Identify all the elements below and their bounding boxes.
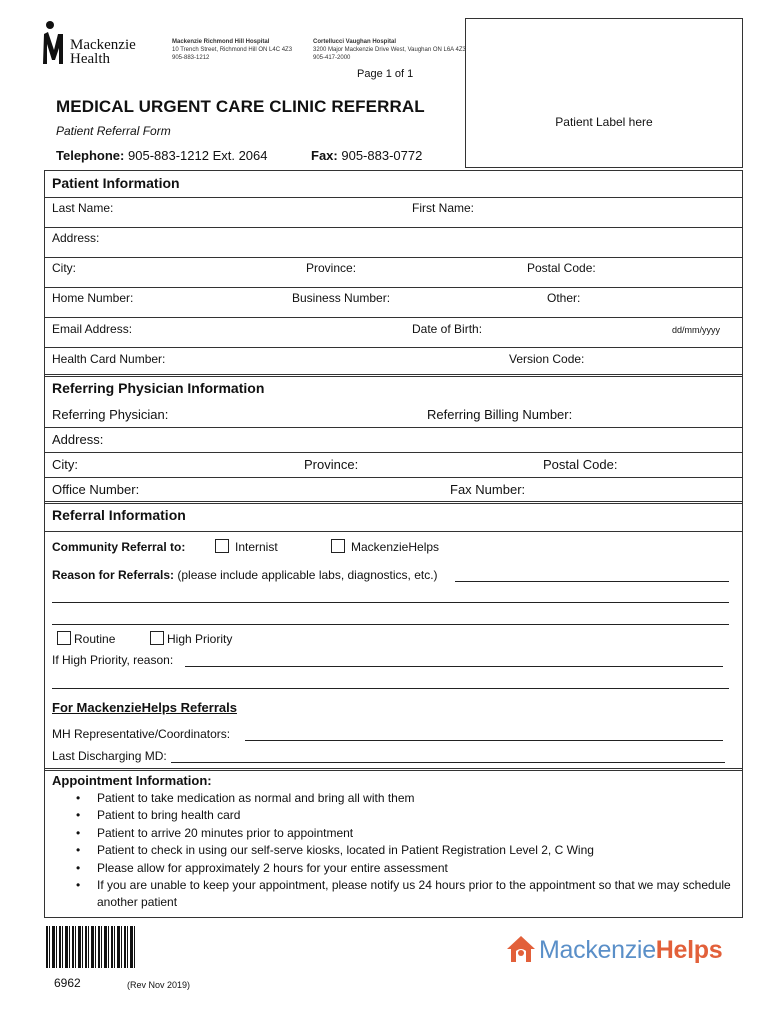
internist-checkbox-option[interactable]: Internist	[215, 539, 278, 554]
telephone-line: Telephone: 905-883-1212 Ext. 2064	[56, 148, 268, 163]
appointment-item: • Patient to arrive 20 minutes prior to appointment	[52, 825, 734, 842]
office-number-field[interactable]: Office Number:	[52, 482, 140, 497]
high-priority-reason-label: If High Priority, reason:	[52, 653, 174, 667]
appointment-item: • Patient to take medication as normal and bring all with them	[52, 790, 734, 807]
last-name-field[interactable]: Last Name:	[52, 201, 114, 215]
appointment-item: • If you are unable to keep your appointment, please notify us 24 hours prior to the appointment so that we may schedule another patient	[52, 877, 734, 912]
form-subtitle: Patient Referral Form	[56, 124, 171, 138]
reason-for-referrals: Reason for Referrals: (please include applicable labs, diagnostics, etc.)	[52, 568, 438, 582]
first-name-field[interactable]: First Name:	[412, 201, 475, 215]
hospital-1-address: Mackenzie Richmond Hill Hospital 10 Trench Street, Richmond Hill ON L4C 4Z3 905-883-1212	[172, 39, 293, 61]
dob-format-hint: dd/mm/yyyy	[672, 325, 721, 335]
patient-label-text: Patient Label here	[555, 115, 653, 129]
physician-province-field[interactable]: Province:	[304, 457, 359, 472]
physician-information-section	[44, 374, 743, 504]
patient-label-box	[465, 18, 743, 168]
home-number-field[interactable]: Home Number:	[52, 291, 134, 305]
brand-text: MackenzieHelps	[539, 936, 723, 964]
high-priority-checkbox[interactable]	[150, 631, 164, 645]
form-title: MEDICAL URGENT CARE CLINIC REFERRAL	[56, 97, 425, 116]
mh-representative-line[interactable]	[245, 740, 723, 741]
appointment-list	[52, 790, 734, 912]
mackenziehelps-logo	[506, 933, 742, 969]
page-number: Page 1 of 1	[357, 68, 414, 80]
health-card-field[interactable]: Health Card Number:	[52, 352, 166, 366]
physician-address-field[interactable]: Address:	[52, 432, 104, 447]
mh-referrals-title: For MackenzieHelps Referrals	[52, 700, 237, 715]
province-field[interactable]: Province:	[306, 261, 357, 275]
section-title-referral: Referral Information	[52, 507, 186, 523]
reason-line-1[interactable]	[455, 581, 729, 582]
appointment-item: • Patient to bring health card	[52, 807, 734, 824]
house-icon	[506, 935, 536, 963]
patient-information-section	[44, 170, 743, 377]
revision-date: (Rev Nov 2019)	[127, 980, 191, 990]
version-code-field[interactable]: Version Code:	[509, 352, 585, 366]
business-number-field[interactable]: Business Number:	[292, 291, 391, 305]
reason-line-3[interactable]	[52, 624, 729, 625]
mackenziehelps-checkbox-option[interactable]: MackenzieHelps	[331, 539, 439, 554]
appointment-information-section	[44, 768, 743, 918]
high-priority-reason-line[interactable]	[185, 666, 723, 667]
community-referral-label: Community Referral to:	[52, 540, 186, 554]
appointment-title: Appointment Information:	[52, 773, 212, 788]
email-field[interactable]: Email Address:	[52, 322, 133, 336]
last-discharging-md-label: Last Discharging MD:	[52, 749, 167, 763]
mh-representative-label: MH Representative/Coordinators:	[52, 727, 231, 741]
address-field[interactable]: Address:	[52, 231, 100, 245]
billing-number-field[interactable]: Referring Billing Number:	[427, 407, 573, 422]
form-code: 6962	[54, 976, 81, 990]
dob-field[interactable]: Date of Birth:	[412, 322, 483, 336]
reason-line-2[interactable]	[52, 602, 729, 603]
mackenzie-health-logo	[42, 20, 136, 67]
physician-city-field[interactable]: City:	[52, 457, 78, 472]
mackenziehelps-checkbox[interactable]	[331, 539, 345, 553]
referral-information-section	[44, 501, 743, 771]
figure-icon	[42, 20, 66, 66]
logo-line2: Health	[70, 51, 110, 67]
other-number-field[interactable]: Other:	[547, 291, 581, 305]
hospital-2-address: Cortellucci Vaughan Hospital 3200 Major Mackenzie Drive West, Vaughan ON L6A 4Z3 905-417-2000	[313, 39, 466, 61]
section-title-physician: Referring Physician Information	[52, 380, 265, 396]
logo-line1: Mackenzie	[70, 37, 136, 53]
postal-code-field[interactable]: Postal Code:	[527, 261, 596, 275]
high-priority-reason-line-2[interactable]	[52, 688, 729, 689]
referring-physician-field[interactable]: Referring Physician:	[52, 407, 169, 422]
barcode	[46, 926, 136, 968]
routine-checkbox[interactable]	[57, 631, 71, 645]
last-discharging-md-line[interactable]	[171, 762, 725, 763]
physician-fax-field[interactable]: Fax Number:	[450, 482, 526, 497]
fax-line: Fax: 905-883-0772	[311, 148, 423, 163]
appointment-item: • Please allow for approximately 2 hours for your entire assessment	[52, 860, 734, 877]
physician-postal-field[interactable]: Postal Code:	[543, 457, 618, 472]
routine-checkbox-option[interactable]: Routine	[57, 631, 115, 646]
section-title-patient: Patient Information	[52, 175, 180, 191]
internist-checkbox[interactable]	[215, 539, 229, 553]
high-priority-checkbox-option[interactable]: High Priority	[150, 631, 232, 646]
appointment-item: • Patient to check in using our self-serve kiosks, located in Patient Registration Level 2, C Wing	[52, 842, 734, 859]
city-field[interactable]: City:	[52, 261, 76, 275]
